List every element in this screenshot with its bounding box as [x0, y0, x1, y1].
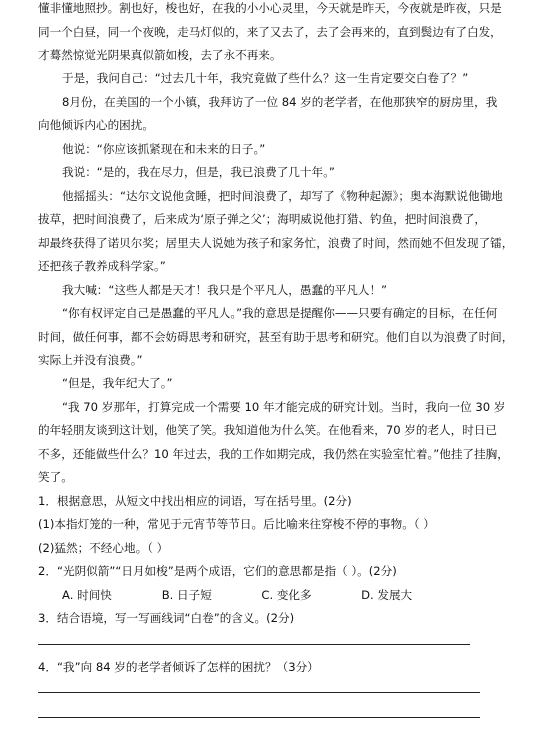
question-3-stem: 3．结合语境，写一写画线词“白卷”的含义。(2分): [38, 611, 295, 625]
passage-line: 懂非懂地照抄。割也好，梭也好，在我的小小心灵里，今天就是昨天，今夜就是昨夜，只是: [38, 1, 502, 15]
passage-line: 向他倾诉内心的困扰。: [38, 118, 154, 132]
answer-line[interactable]: [38, 692, 480, 693]
passage-line: “但是，我年纪大了。”: [62, 376, 173, 390]
passage-line: 于是，我问自己：“过去几十年，我究竟做了些什么？这一生肯定要交白卷了？”: [62, 71, 469, 85]
question-1-sub-1: (1)本指灯笼的一种，常见于元宵节等节日。后比喻来往穿梭不停的事物。（ ）: [38, 517, 435, 531]
passage-line: 却最终获得了诺贝尔奖；居里夫人说她为孩子和家务忙，浪费了时间，然而她不但发现了镭，: [38, 236, 514, 250]
answer-line[interactable]: [38, 644, 470, 645]
passage-line: 时间，做任何事，都不会妨碍思考和研究，甚至有助于思考和研究。他们自以为浪费了时间，: [38, 330, 514, 344]
passage-line: 拔草，把时间浪费了，后来成为‘原子弹之父’；海明威说他打猎、钓鱼，把时间浪费了，: [38, 212, 486, 226]
option-c[interactable]: C. 变化多: [261, 588, 312, 602]
passage-line: 我大喊：“这些人都是天才！我只是个平凡人，愚蠢的平凡人！”: [62, 283, 388, 297]
passage-line: 不多，还能做些什么？10 年过去，我的工作如期完成，我仍然在实验室忙着。”他挂了挂胸，: [38, 447, 509, 461]
question-4-stem: 4．“我”向 84 岁的老学者倾诉了怎样的困扰？（3分）: [38, 660, 319, 674]
passage-line: 还把孩子教养成科学家。”: [38, 259, 166, 273]
question-1-stem: 1．根据意思，从短文中找出相应的词语，写在括号里。(2分): [38, 494, 352, 508]
answer-line[interactable]: [38, 717, 480, 718]
question-1-sub-2: (2)猛然；不经心地。（ ）: [38, 541, 169, 555]
passage-line: 他摇摇头：“达尔文说他贪睡，把时间浪费了，却写了《物种起源》；奥本海默说他锄地: [62, 189, 503, 203]
option-a[interactable]: A. 时间快: [62, 588, 112, 602]
question-2-stem: 2．“光阴似箭”“日月如梭”是两个成语，它们的意思都是指（ ）。(2分): [38, 564, 397, 578]
passage-line: 我说：“是的，我在尽力，但是，我已浪费了几十年。”: [62, 165, 335, 179]
passage-line: 笑了。: [38, 470, 73, 484]
passage-line: 才蓦然惊觉光阴果真似箭如梭，去了永不再来。: [38, 48, 282, 62]
question-2-options: [0, 588, 538, 602]
passage-line: 的年轻朋友谈到这计划，他笑了笑。我知道他为什么笑。在他看来，70 岁的老人，时日已: [38, 423, 498, 437]
option-d[interactable]: D. 发展大: [361, 588, 413, 602]
option-b[interactable]: B. 日子短: [161, 588, 212, 602]
passage-line: “我 70 岁那年，打算完成一个需要 10 年才能完成的研究计划。当时，我向一位 30 岁: [62, 400, 506, 414]
passage-line: 他说：“你应该抓紧现在和未来的日子。”: [62, 142, 266, 156]
passage-line: 8月份，在美国的一个小镇，我拜访了一位 84 岁的老学者，在他那狭窄的厨房里，我: [62, 95, 498, 109]
passage-line: 同一个白昼，同一个夜晚，走马灯似的，来了又去了，去了会再来的，直到鬓边有了白发，: [38, 25, 502, 39]
passage-line: “你有权评定自己是愚蠢的平凡人。”我的意思是提醒你——只要有确定的目标，在任何: [62, 306, 498, 320]
passage-line: 实际上并没有浪费。”: [38, 353, 143, 367]
